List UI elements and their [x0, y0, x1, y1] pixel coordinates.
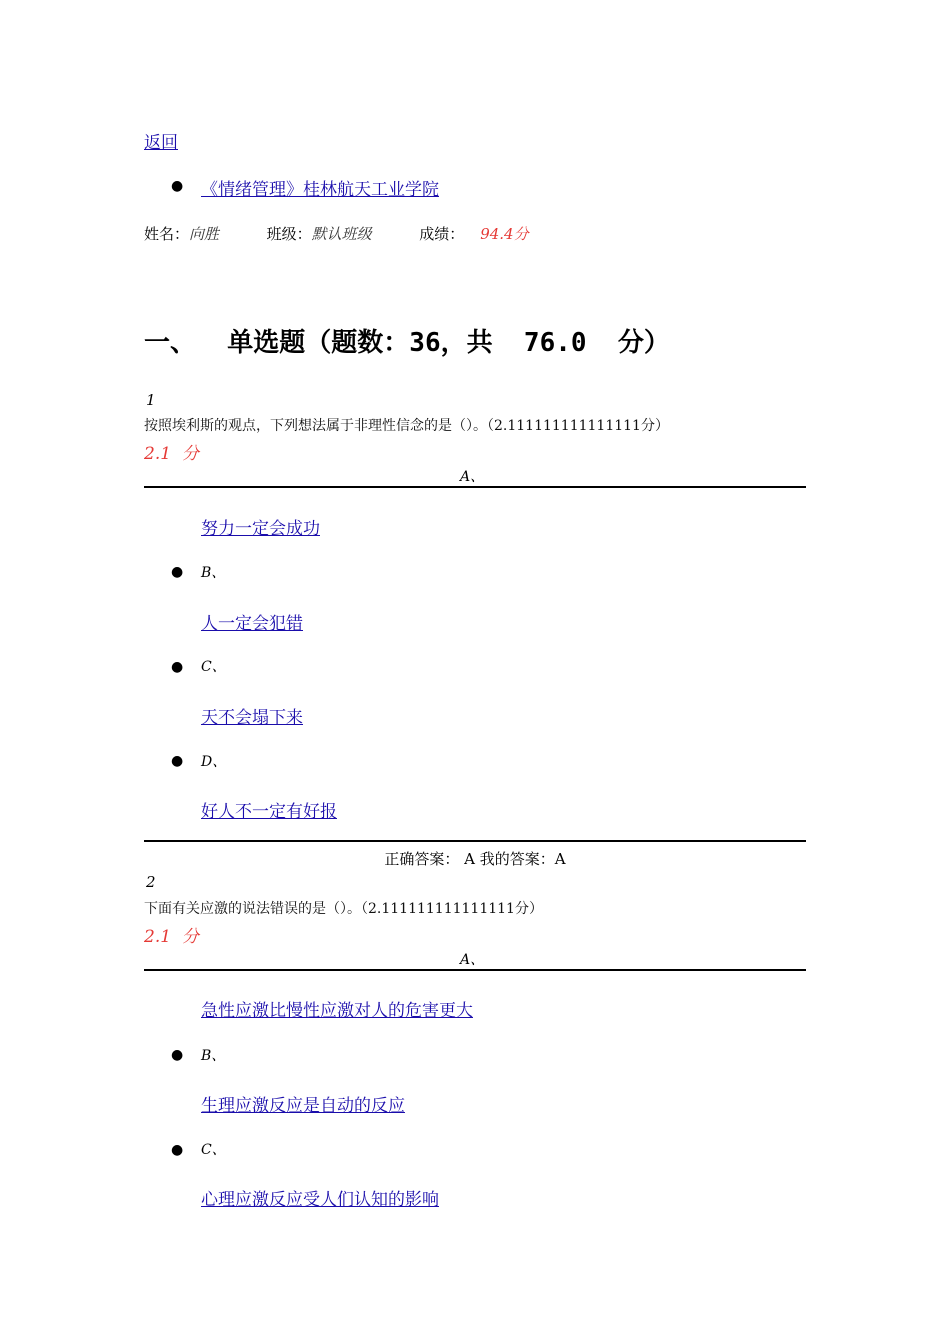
option-label-c: C、: [201, 1142, 226, 1158]
question-number: 1: [146, 391, 156, 409]
option-c-text[interactable]: 心理应激反应受人们认知的影响: [201, 1190, 439, 1210]
bullet-icon: ●: [171, 659, 184, 675]
back-link[interactable]: 返回: [144, 133, 178, 153]
option-label-d: D、: [201, 754, 227, 770]
divider: [144, 969, 806, 971]
option-c-text[interactable]: 天不会塌下来: [201, 708, 303, 728]
class-value: 默认班级: [311, 225, 372, 243]
divider: [144, 840, 806, 842]
name-label: 姓名：: [144, 225, 190, 243]
option-d-text[interactable]: 好人不一定有好报: [201, 802, 337, 822]
bullet-icon: ●: [171, 753, 184, 769]
name-value: 向胜: [189, 225, 220, 243]
question-score: 2.1 分: [144, 927, 199, 947]
option-label-a: A、: [460, 952, 485, 968]
option-label-b: B、: [201, 565, 226, 581]
bullet-icon: ●: [171, 1142, 184, 1158]
option-label-a: A、: [460, 469, 485, 485]
class-label: 班级：: [266, 225, 312, 243]
bullet-icon: ●: [171, 564, 184, 580]
question-score: 2.1 分: [144, 444, 199, 464]
question-text: 下面有关应激的说法错误的是（）。（2.111111111111111分）: [144, 901, 543, 917]
option-a-text[interactable]: 努力一定会成功: [201, 519, 320, 539]
option-label-c: C、: [201, 659, 226, 675]
option-b-text[interactable]: 人一定会犯错: [201, 614, 303, 634]
course-link[interactable]: 《情绪管理》桂林航天工业学院: [201, 180, 439, 200]
section-title: 一、 单选题（题数：36，共 76.0 分）: [144, 328, 670, 358]
score-label: 成绩：: [419, 225, 465, 243]
question-text: 按照埃利斯的观点，下列想法属于非理性信念的是（）。（2.111111111111111分）: [144, 418, 669, 434]
divider: [144, 486, 806, 488]
answer-line: 正确答案： A 我的答案：A: [384, 850, 566, 868]
bullet-icon: ●: [171, 1047, 184, 1063]
option-a-text[interactable]: 急性应激比慢性应激对人的危害更大: [201, 1001, 473, 1021]
score-value: 94.4分: [480, 225, 529, 243]
question-number: 2: [146, 873, 156, 891]
option-label-b: B、: [201, 1048, 226, 1064]
option-b-text[interactable]: 生理应激反应是自动的反应: [201, 1096, 405, 1116]
student-info: [144, 223, 529, 244]
bullet-icon: ●: [171, 178, 184, 194]
